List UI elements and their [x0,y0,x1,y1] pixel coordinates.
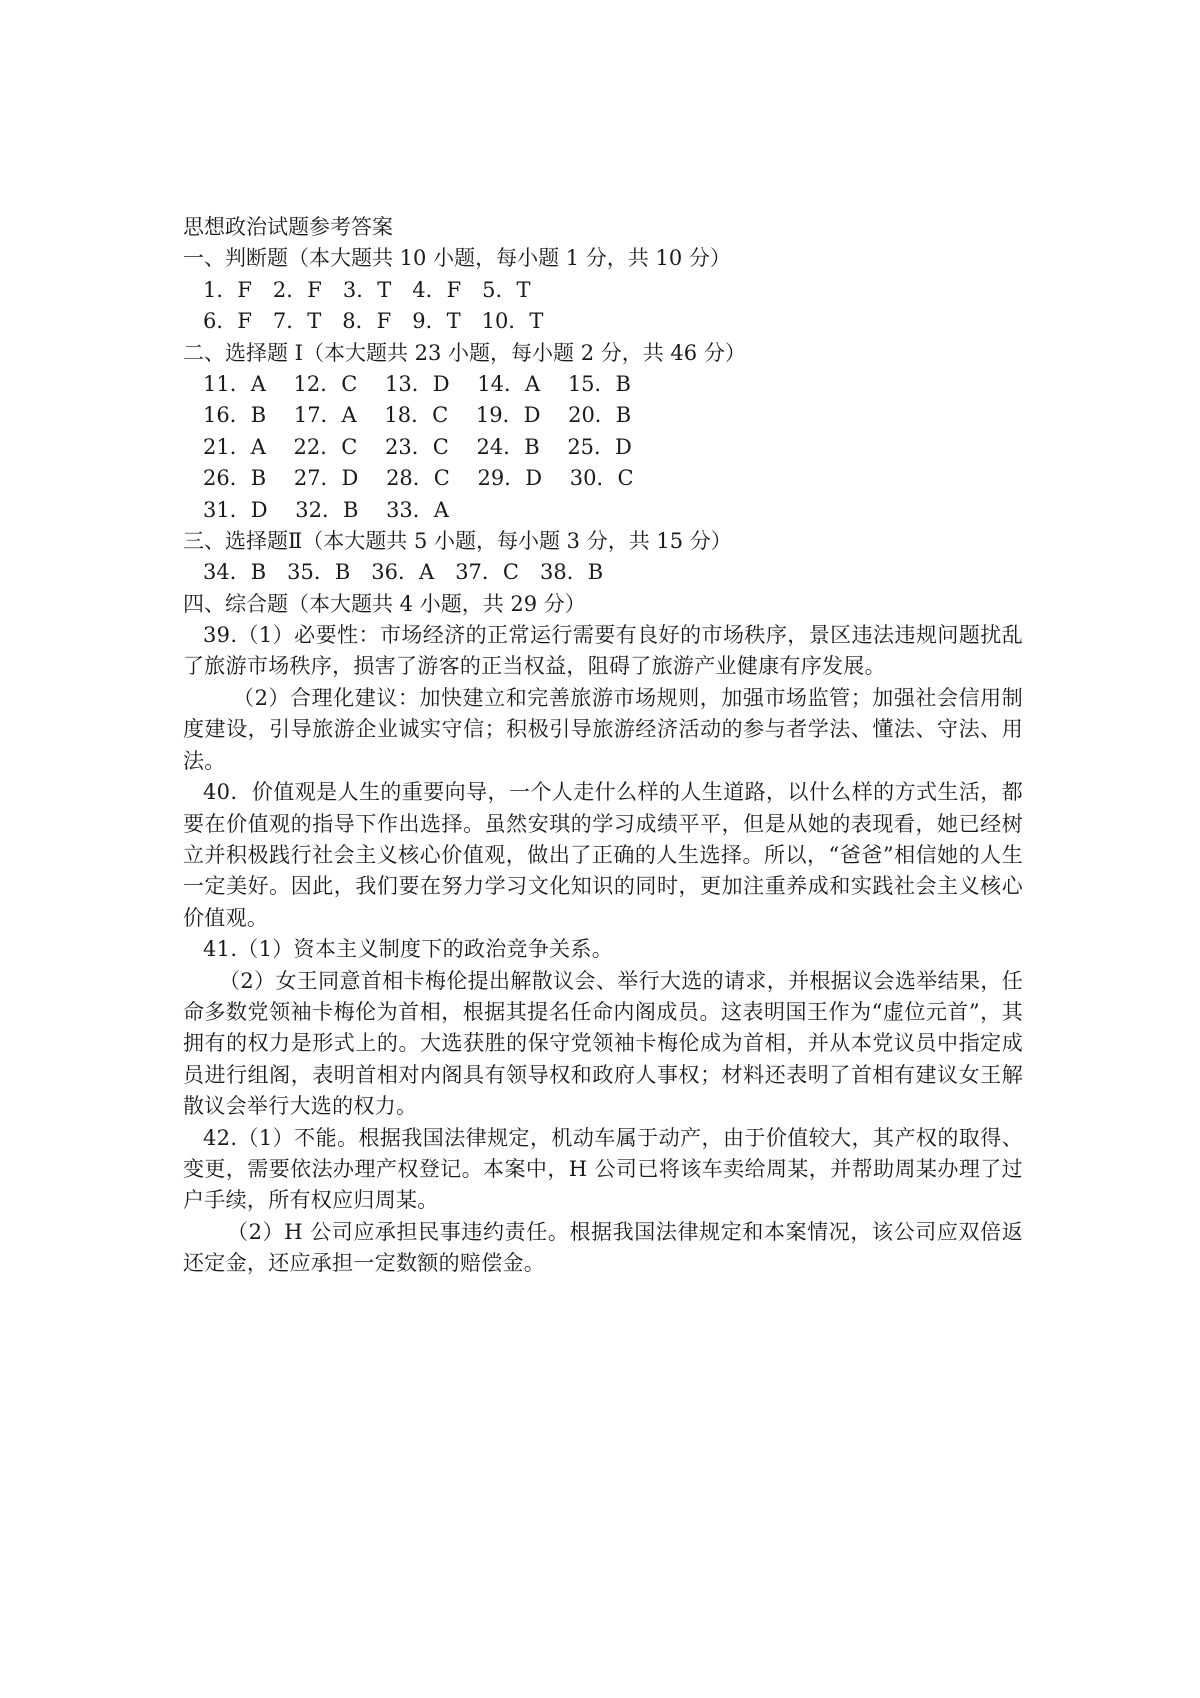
answer-row: 6．F 7．T 8．F 9．T 10．T [203,309,544,334]
answer-row: 26．B 27．D 28．C 29．D 30．C [203,466,634,491]
section-heading-comprehensive: 四、综合题（本大题共 4 小题，共 29 分） [183,591,586,616]
answer-41-part-2: （2）女王同意首相卡梅伦提出解散议会、举行大选的请求，并根据议会选举结果，任命多数党领袖卡梅伦为首相，根据其提名任命内阁成员。这表明国王作为“虚位元首”，其拥有的权力是形式上的。大选获胜的保守党领袖卡梅伦成为首相，并从本党议员中指定成员进行组阁，表明首相对内阁具有领导权和政府人事权；材料还表明了首相有建议女王解散议会举行大选的权力。 [183,968,1023,1119]
answer-42-part-1: 42.（1）不能。根据我国法律规定，机动车属于动产，由于价值较大，其产权的取得、变更，需要依法办理产权登记。本案中，H 公司已将该车卖给周某，并帮助周某办理了过户手续，所有权应归周某。 [183,1125,1023,1213]
answer-39-part-1: 39.（1）必要性：市场经济的正常运行需要有良好的市场秩序，景区违法违规问题扰乱了旅游市场秩序，损害了游客的正当权益，阻碍了旅游产业健康有序发展。 [183,623,1023,679]
document-title: 思想政治试题参考答案 [183,215,393,239]
answer-row: 1．F 2．F 3．T 4．F 5．T [203,277,531,302]
answer-42-part-2: （2）H 公司应承担民事违约责任。根据我国法律规定和本案情况，该公司应双倍返还定金，还应承担一定数额的赔偿金。 [183,1219,1023,1276]
answer-row: 11．A 12．C 13．D 14．A 15．B [203,371,631,396]
answer-row: 21．A 22．C 23．C 24．B 25．D [203,434,632,459]
answer-39-part-2: （2）合理化建议：加快建立和完善旅游市场规则，加强市场监管；加强社会信用制度建设，引导旅游企业诚实守信；积极引导旅游经济活动的参与者学法、懂法、守法、用法。 [183,685,1023,773]
section-heading-choice-2: 三、选择题Ⅱ（本大题共 5 小题，每小题 3 分，共 15 分） [183,528,732,553]
answer-row: 34．B 35．B 36．A 37．C 38．B [203,560,604,585]
answer-row: 31．D 32．B 33．A [203,497,449,522]
answer-document [183,212,1023,1280]
answer-41-part-1: 41.（1）资本主义制度下的政治竞争关系。 [203,937,614,962]
section-heading-choice-1: 二、选择题 I（本大题共 23 小题，每小题 2 分，共 46 分） [183,340,746,365]
answer-40: 40．价值观是人生的重要向导，一个人走什么样的人生道路，以什么样的方式生活，都要在价值观的指导下作出选择。虽然安琪的学习成绩平平，但是从她的表现看，她已经树立并积极践行社会主义核心价值观，做出了正确的人生选择。所以，“爸爸”相信她的人生一定美好。因此，我们要在努力学习文化知识的同时，更加注重养成和实践社会主义核心价值观。 [183,780,1023,930]
answer-row: 16．B 17．A 18．C 19．D 20．B [203,403,632,428]
section-heading-true-false: 一、判断题（本大题共 10 小题，每小题 1 分，共 10 分） [183,246,731,271]
